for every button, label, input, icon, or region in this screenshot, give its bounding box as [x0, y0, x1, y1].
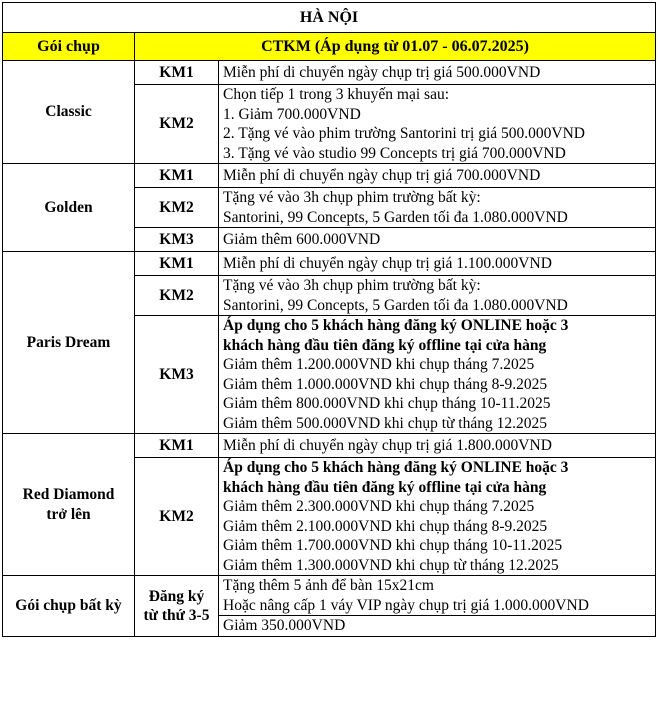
promo-code — [135, 576, 219, 637]
promo-description — [219, 61, 656, 85]
description-line: Miễn phí di chuyển ngày chụp trị giá 1.100.000VND — [223, 254, 552, 272]
promo-code: KM1 — [135, 252, 219, 276]
package-name-red-diamond — [3, 434, 135, 576]
description-line: Miễn phí di chuyển ngày chụp trị giá 500.000VND — [223, 63, 541, 81]
promo-description — [219, 316, 656, 434]
package-name-classic: Classic — [3, 61, 135, 164]
package-column-header: Gói chụp — [3, 33, 135, 61]
description-line: Giảm thêm 1.200.000VND khi chụp tháng 7.2025 — [223, 356, 535, 373]
promo-description — [219, 85, 656, 164]
description-line: Giảm thêm 600.000VND — [223, 230, 381, 248]
promo-code: KM2 — [135, 276, 219, 316]
condition-line: Áp dụng cho 5 khách hàng đăng ký ONLINE hoặc 3 — [223, 459, 569, 476]
city-row — [3, 3, 656, 33]
package-name-line: trở lên — [46, 505, 91, 523]
table-row — [3, 164, 656, 188]
promo-code: KM1 — [135, 434, 219, 458]
description-line: 1. Giảm 700.000VND — [223, 105, 361, 123]
promo-code: KM1 — [135, 164, 219, 188]
condition-line: khách hàng đầu tiên đăng ký offline tại cửa hàng — [223, 336, 547, 354]
promo-description — [219, 164, 656, 188]
description-line: Giảm thêm 2.300.000VND khi chụp tháng 7.2025 — [223, 498, 535, 515]
condition-line: khách hàng đầu tiên đăng ký offline tại cửa hàng — [223, 478, 547, 496]
description-line: 2. Tặng vé vào phim trường Santorini trị giá 500.000VND — [223, 125, 586, 142]
promo-description — [219, 576, 656, 616]
promo-code: KM2 — [135, 85, 219, 164]
description-line: Giảm thêm 800.000VND khi chụp tháng 10-11.2025 — [223, 395, 551, 412]
description-line: 3. Tặng vé vào studio 99 Concepts trị giá 700.000VND — [223, 144, 566, 162]
condition-line: Áp dụng cho 5 khách hàng đăng ký ONLINE hoặc 3 — [223, 317, 569, 334]
header-row — [3, 33, 656, 61]
description-line: Santorini, 99 Concepts, 5 Garden tối đa 1.080.000VND — [223, 208, 568, 226]
promo-code-line: Đăng ký — [148, 587, 205, 605]
promo-column-header: CTKM (Áp dụng từ 01.07 - 06.07.2025) — [135, 33, 656, 61]
package-name-line: Red Diamond — [22, 486, 115, 503]
table-row — [3, 434, 656, 458]
promo-description — [219, 458, 656, 576]
promo-code: KM2 — [135, 458, 219, 576]
package-name-golden: Golden — [3, 164, 135, 252]
description-line: Giảm thêm 2.100.000VND khi chụp tháng 8-9.2025 — [223, 517, 548, 535]
description-line: Giảm thêm 1.000.000VND khi chụp tháng 8-9.2025 — [223, 375, 548, 393]
promo-description — [219, 228, 656, 252]
description-line: Giảm thêm 1.300.000VND khi chụp từ tháng 12.2025 — [223, 556, 559, 574]
promo-description — [219, 276, 656, 316]
description-line: Tặng vé vào 3h chụp phim trường bất kỳ: — [223, 277, 481, 294]
description-line: Giảm thêm 500.000VND khi chụp từ tháng 12.2025 — [223, 414, 547, 432]
description-line: Hoặc nâng cấp 1 váy VIP ngày chụp trị giá 1.000.000VND — [223, 596, 589, 614]
promo-code: KM3 — [135, 228, 219, 252]
promo-code: KM1 — [135, 61, 219, 85]
description-line: Tặng thêm 5 ảnh để bàn 15x21cm — [223, 577, 434, 594]
description-line: Miễn phí di chuyển ngày chụp trị giá 1.800.000VND — [223, 436, 552, 454]
promo-code-line: từ thứ 3-5 — [143, 607, 210, 624]
description-line: Tặng vé vào 3h chụp phim trường bất kỳ: — [223, 189, 481, 206]
promo-description — [219, 434, 656, 458]
description-line: Giảm 350.000VND — [223, 617, 346, 635]
description-line: Miễn phí di chuyển ngày chụp trị giá 700.000VND — [223, 166, 541, 184]
table-row — [3, 576, 656, 616]
table-row — [3, 252, 656, 276]
promo-code: KM3 — [135, 316, 219, 434]
description-line: Santorini, 99 Concepts, 5 Garden tối đa 1.080.000VND — [223, 296, 568, 314]
description-line: Chọn tiếp 1 trong 3 khuyến mại sau: — [223, 86, 450, 103]
table-row — [3, 61, 656, 85]
promotion-table — [2, 2, 656, 637]
promo-code: KM2 — [135, 188, 219, 228]
city-title: HÀ NỘI — [3, 3, 656, 33]
promo-description — [219, 616, 656, 637]
description-line: Giảm thêm 1.700.000VND khi chụp tháng 10-11.2025 — [223, 537, 563, 554]
promo-description — [219, 252, 656, 276]
package-name-any: Gói chụp bất kỳ — [3, 576, 135, 637]
package-name-paris-dream: Paris Dream — [3, 252, 135, 434]
promo-description — [219, 188, 656, 228]
